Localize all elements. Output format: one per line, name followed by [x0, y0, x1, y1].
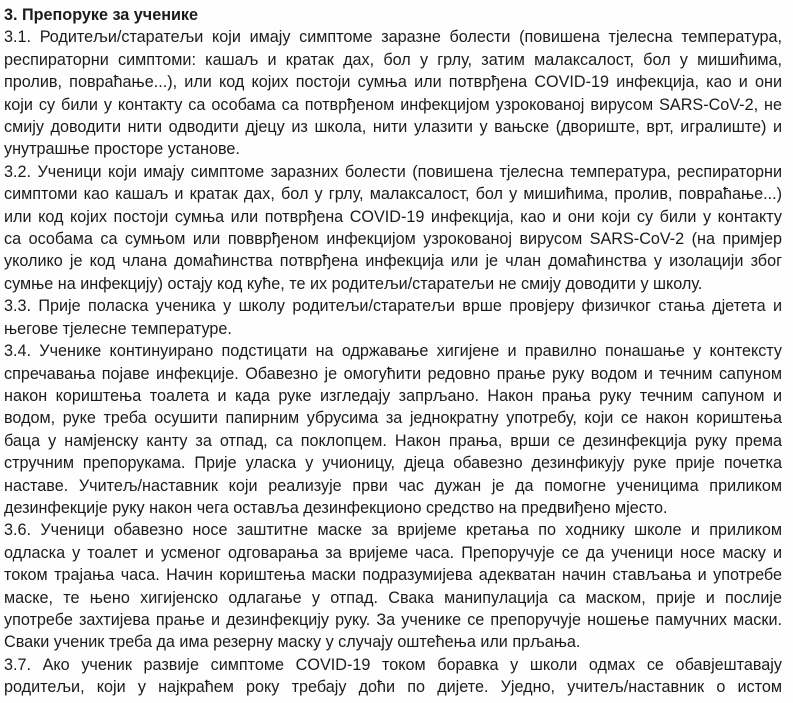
paragraph-line: 3.2. Ученици који имају симптоме заразних болести (повишена тјелесна температура, респираторни — [4, 162, 782, 181]
paragraph-line: пролив, повраћање...), или код којих постоји сумња или потврђена COVID-19 инфекција, као и они — [4, 73, 782, 92]
paragraph-line: који су били у контакту са особама са потврђеном инфекцијом узрокованој вирусом SARS-CoV-2, не — [4, 95, 782, 114]
paragraph-line: респираторни симптоми: кашаљ и кратак дах, бол у грлу, затим малаксалост, бол у мишићима, — [4, 50, 782, 69]
section-heading: 3. Препоруке за ученике — [4, 6, 199, 24]
paragraph-line: маске, те њено хигијенско одлагање у отпад. Свака манипулација са маском, прије и послије — [4, 588, 782, 607]
recommendation-paragraph — [4, 340, 782, 519]
paragraph-line: спречавања појаве инфекције. Обавезно је омогућити редовно прање руку водом и течним сапуном — [4, 364, 782, 383]
paragraph-line: водом, руке треба осушити папирним убрусима за једнократну употребу, који се након кориштења — [4, 409, 782, 428]
paragraph-line: наставе. Учитељ/наставник који реализује први час дужан је да помогне ученицима приликом — [4, 476, 782, 495]
paragraph-line: употребе захтијева прање и дезинфекцију руку. За ученике се препоручује ношење памучних маски. — [4, 610, 782, 629]
recommendation-paragraph — [4, 295, 782, 340]
paragraph-line: 3.1. Родитељи/старатељи који имају симптоме заразне болести (повишена тјелесна температура, — [4, 28, 782, 47]
recommendation-paragraph — [4, 26, 782, 160]
paragraph-line: родитељи, који у најкраћем року требају доћи по дијете. Уједно, учитељ/наставник о истом — [4, 678, 782, 697]
recommendation-paragraph — [4, 161, 782, 295]
paragraph-line: током трајања часа. Начин кориштења маски подразумијева адекватан начин стављања и употребе — [4, 566, 782, 585]
recommendation-paragraph — [4, 519, 782, 653]
paragraph-line: унутрашње просторе установе. — [4, 140, 240, 159]
paragraph-line: одласка у тоалет и усменог одговарања за вријеме часа. Препоручује се да ученици носе маску и — [4, 543, 782, 562]
paragraph-line: 3.6. Ученици обавезно носе заштитне маске за вријеме кретања по ходнику школе и приликом — [4, 521, 782, 540]
paragraph-line: сумње на инфекцију) остају код куће, те их родитељи/старатељи не смију доводити у школу. — [4, 274, 703, 293]
paragraph-line: Сваки ученик треба да има резерну маску у случају оштећења или прљања. — [4, 633, 581, 652]
paragraph-line: стручним препорукама. Прије уласка у учионицу, дјеца обавезно дезинфикују руке прије почетка — [4, 454, 782, 473]
recommendation-paragraph — [4, 654, 782, 699]
paragraph-line: смију доводити нити одводити дјецу из школа, нити улазити у вањске (двориште, врт, игралиште) и — [4, 118, 782, 137]
paragraph-line: дезинфекције руку након чега оставља дезинфекционо средство на предвиђено мјесто. — [4, 498, 668, 517]
paragraph-line: уколико је код члана домаћинства потврђена инфекција или је члан домаћинства у изолацији због — [4, 252, 782, 271]
paragraph-line: баца у намјенску канту за отпад, са поклопцем. Након прања, врши се дезинфекција руку према — [4, 431, 782, 450]
paragraph-line: 3.4. Ученике континуирано подстицати на одржавање хигијене и правилно понашање у контексту — [4, 342, 782, 361]
document-content — [4, 4, 782, 699]
recommendations-list — [4, 26, 782, 698]
paragraph-line: његове тјелесне температуре. — [4, 319, 232, 338]
paragraph-line: након кориштења тоалета и када руке изгледају запрљано. Након прања руку течним сапуном и — [4, 386, 782, 405]
paragraph-line: или код којих постоји сумња или потврђена COVID-19 инфекција, као и они који су били у контакту — [4, 207, 782, 226]
paragraph-line: 3.3. Прије поласка ученика у школу родитељи/старатељи врше провјеру физичког стања дјетета и — [4, 297, 782, 316]
paragraph-line: симптоми као кашаљ и кратак дах, бол у грлу, малаксалост, бол у мишићима, пролив, повраћање...) — [4, 185, 782, 204]
paragraph-line: са особама са сумњом или повврђеном инфекцијом узрокованој вирусом SARS-CoV-2 (на примјер — [4, 230, 782, 249]
paragraph-line: 3.7. Ако ученик развије симптоме COVID-19 током боравка у школи одмах се обавјештавају — [4, 655, 782, 674]
